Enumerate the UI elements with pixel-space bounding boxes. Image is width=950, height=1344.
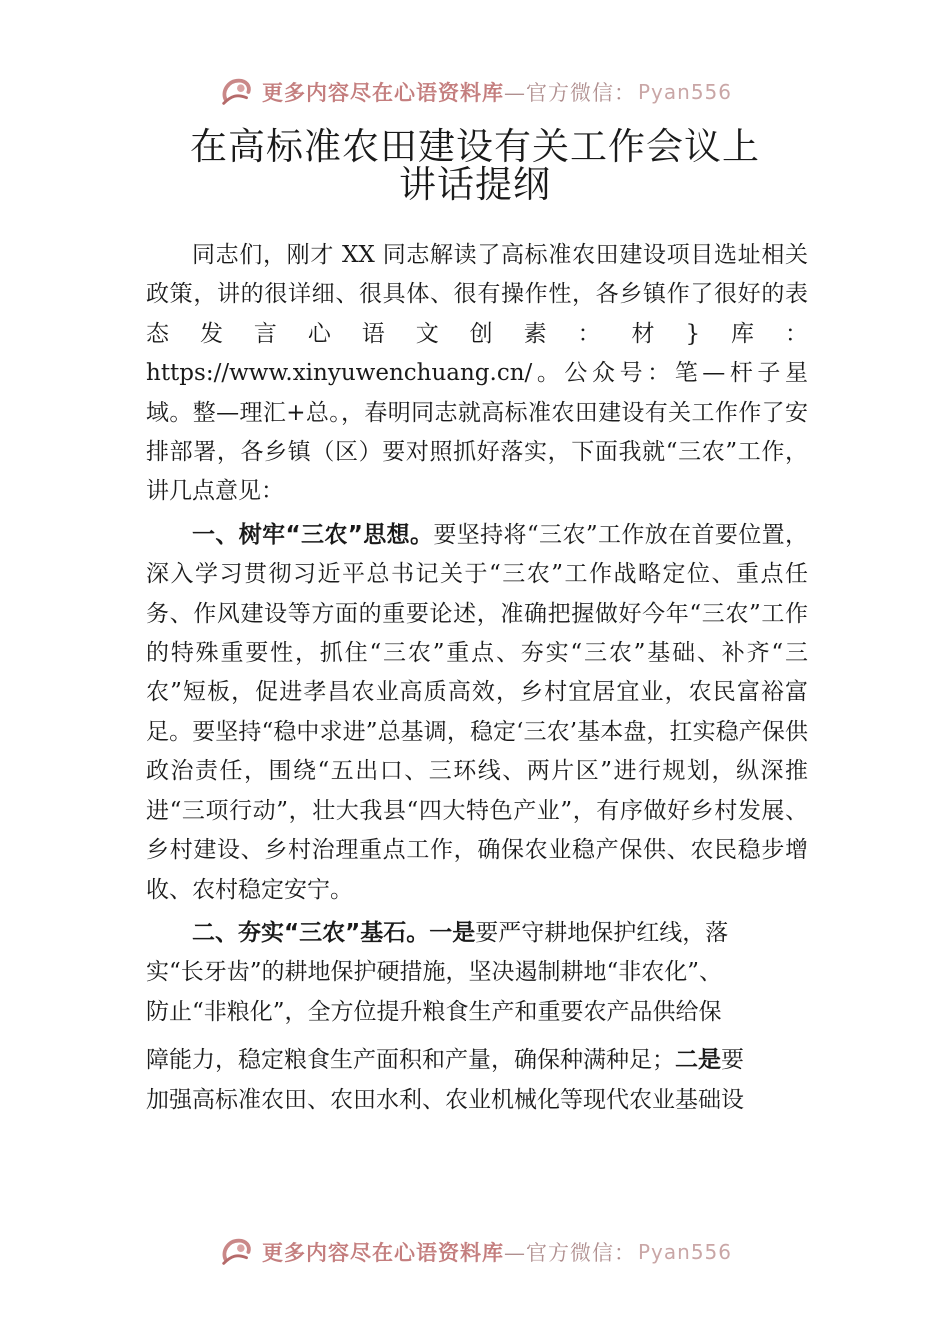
section-2-line-2: 实“长牙齿”的耕地保护硬措施，坚决遏制耕地“非农化”、 — [146, 959, 723, 986]
section-1-heading: 一、树牢“三农”思想。 — [192, 521, 434, 548]
section-1-text: 要坚持将“三农”工作放在首要位置，深入学习贯彻习近平总书记关于“三农”工作战略定位、重点任务、作风建设等方面的重要论述，准确把握做好今年“三农”工作的特殊重要性，抓住“三农”重点、夯实“三农”基础、补齐“三农”短板，促进孝昌农业高质高效，乡村宜居宜业，农民富裕富足。要坚持“稳中求进”总基调，稳定‘三农’基本盘，扛实稳产保供政治责任，围绕“五出口、三环线、两片区”进行规划，纵深推进“三项行动”，壮大我县“四大特色产业”，有序做好乡村发展、乡村建设、乡村治理重点工作，确保农业稳产保供、农民稳步增收、农村稳定安宁。 — [146, 521, 808, 903]
section-1-paragraph — [146, 516, 808, 910]
watermark-banner-top — [0, 72, 950, 112]
brush-logo-icon — [218, 1233, 256, 1271]
section-2-line-4a: 障能力，稳定粮食生产面积和产量，确保种满种足； — [146, 1047, 675, 1074]
section-2-heading: 二、夯实“三农”基石。 — [192, 919, 430, 946]
banner-main-text: 更多内容尽在心语资料库 — [261, 1240, 504, 1265]
section-2-line-5: 加强高标准农田、农田水利、农业机械化等现代农业基础设 — [146, 1086, 744, 1113]
banner-wechat-id: Pyan556 — [637, 80, 732, 104]
banner-sub-text: —官方微信： — [503, 81, 636, 105]
banner-main-text: 更多内容尽在心语资料库 — [261, 80, 504, 105]
section-2-line-4 — [146, 1041, 808, 1080]
title-line-1: 在高标准农田建设有关工作会议上 — [190, 125, 760, 168]
intro-paragraph: 同志们，刚才 XX 同志解读了高标准农田建设项目选址相关政策，讲的很详细、很具体、很有操作性，各乡镇作了很好的表态发言心语文创素：材}库：https://www.xinyuwenchuang.cn/。公众号：笔—杆子星域。整—理汇+总。，春明同志就高标准农田建设有关工作作了安排部署，各乡镇（区）要对照抓好落实，下面我就“三农”工作，讲几点意见： — [146, 242, 808, 505]
section-2-mark-1: 一是 — [429, 919, 476, 946]
banner-wechat-id: Pyan556 — [637, 1240, 732, 1264]
document-title — [0, 125, 950, 206]
brush-logo-icon — [218, 73, 256, 111]
banner-sub-text: —官方微信： — [503, 1241, 636, 1265]
section-2-line-3: 防止“非粮化”，全方位提升粮食生产和重要农产品供给保 — [146, 998, 722, 1025]
document-body — [146, 236, 808, 1120]
section-2-paragraph — [146, 914, 808, 1120]
watermark-banner-bottom — [0, 1232, 950, 1272]
section-2-line-4b: 要 — [721, 1047, 744, 1074]
title-line-2: 讲话提纲 — [399, 163, 551, 206]
section-2-mark-2: 二是 — [675, 1047, 721, 1074]
section-2-line-1: 要严守耕地保护红线，落 — [475, 919, 729, 946]
